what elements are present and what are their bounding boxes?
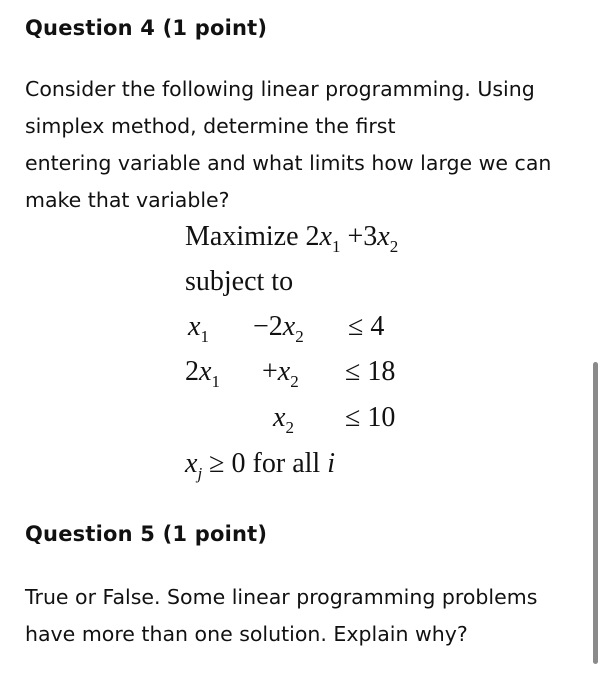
constraint-1-rhs: ≤ 4 [348, 311, 385, 342]
question-4-text-line: simplex method, determine the first [25, 114, 396, 138]
subject-to-label: subject to [185, 266, 294, 297]
constraint-2-term-2: $+x_2$ [262, 356, 299, 391]
constraint-3-rhs: ≤ 10 [345, 402, 396, 433]
constraint-2-rhs: ≤ 18 [345, 356, 396, 387]
objective-row [185, 221, 399, 256]
constraint-row-2 [185, 356, 445, 396]
vertical-scrollbar[interactable] [593, 362, 598, 664]
objective-expression: $2x_1 +3x_2$ [305, 221, 399, 256]
constraint-2-term-1: $2x_1$ [185, 356, 220, 391]
constraint-row-1 [185, 311, 445, 351]
constraint-1-term-2: $-2x_2$ [253, 311, 304, 346]
constraint-3-term-2: $x_2$ [273, 402, 294, 437]
question-4-text [25, 71, 585, 219]
nonnegativity-row: $x_j \ge 0$ for all i [185, 448, 335, 483]
objective-label: Maximize [185, 221, 299, 252]
question-4-text-line: make that variable? [25, 188, 230, 212]
question-4-title: Question 4 (1 point) [25, 16, 268, 40]
question-5-title: Question 5 (1 point) [25, 522, 268, 546]
constraint-row-3 [185, 402, 445, 442]
linear-program [185, 218, 445, 488]
question-5-text [25, 579, 585, 653]
question-4-text-line: entering variable and what limits how large we can [25, 151, 552, 175]
question-4-text-line: Consider the following linear programming. Using [25, 77, 535, 101]
question-5-text-line: True or False. Some linear programming problems [25, 585, 538, 609]
question-5-text-line: have more than one solution. Explain why? [25, 622, 468, 646]
constraint-1-term-1: $x_1$ [188, 311, 209, 346]
